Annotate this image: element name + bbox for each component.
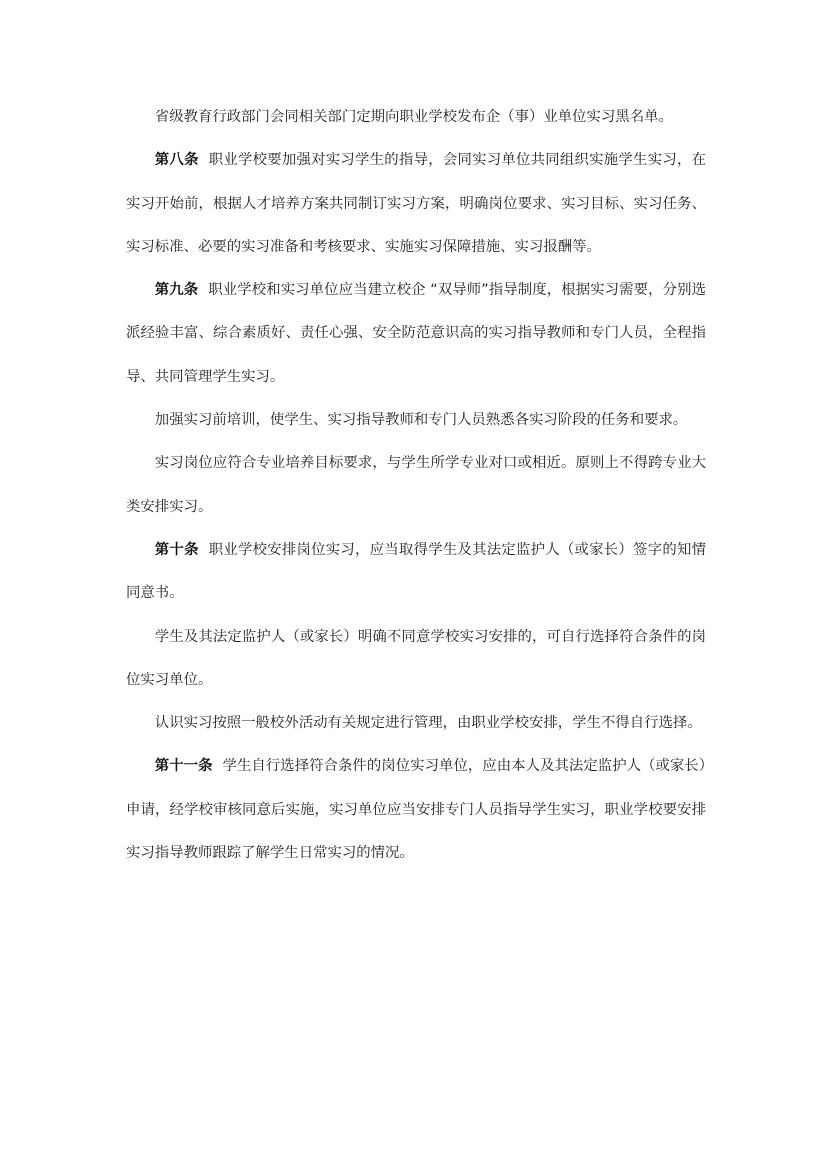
article-heading: 第十一条 — [154, 758, 213, 775]
paragraph-text: 认识实习按照一般校外活动有关规定进行管理，由职业学校安排，学生不得自行选择。 — [154, 715, 702, 732]
paragraph-article-10 — [126, 529, 706, 616]
paragraph-text: 职业学校要加强对实习学生的指导，会同实习单位共同组织实施学生实习，在实习开始前，根据人才培养方案共同制订实习方案，明确岗位要求、实习目标、实习任务、实习标准、必要的实习准备和考核要求、实施实习保障措施、实习报酬等。 — [126, 152, 706, 255]
article-heading: 第十条 — [154, 541, 199, 558]
paragraph-article-9 — [126, 269, 706, 399]
document-page — [126, 96, 706, 875]
paragraph-article-8 — [126, 139, 706, 269]
paragraph-cognitive-internship — [126, 702, 706, 745]
paragraph-training — [126, 399, 706, 442]
paragraph-text: 学生自行选择符合条件的岗位实习单位，应由本人及其法定监护人（或家长）申请，经学校审核同意后实施，实习单位应当安排专门人员指导学生实习，职业学校要安排实习指导教师跟踪了解学生日常实习的情况。 — [126, 758, 706, 862]
article-heading: 第九条 — [154, 282, 199, 299]
paragraph-text: 加强实习前培训，使学生、实习指导教师和专门人员熟悉各实习阶段的任务和要求。 — [154, 412, 688, 429]
paragraph-text: 实习岗位应符合专业培养目标要求，与学生所学专业对口或相近。原则上不得跨专业大类安排实习。 — [126, 455, 706, 515]
article-heading: 第八条 — [154, 152, 199, 169]
paragraph-blacklist — [126, 96, 706, 139]
paragraph-self-selection — [126, 616, 706, 703]
paragraph-text: 省级教育行政部门会同相关部门定期向职业学校发布企（事）业单位实习黑名单。 — [154, 109, 673, 125]
paragraph-article-11 — [126, 745, 706, 875]
paragraph-text: 学生及其法定监护人（或家长）明确不同意学校实习安排的，可自行选择符合条件的岗位实习单位。 — [126, 628, 706, 688]
paragraph-position-match — [126, 442, 706, 529]
paragraph-text: 职业学校安排岗位实习，应当取得学生及其法定监护人（或家长）签字的知情同意书。 — [126, 541, 706, 602]
paragraph-text: 职业学校和实习单位应当建立校企 “双导师”指导制度，根据实习需要，分别选派经验丰富、综合素质好、责任心强、安全防范意识高的实习指导教师和专门人员，全程指导、共同管理学生实习。 — [126, 282, 706, 385]
